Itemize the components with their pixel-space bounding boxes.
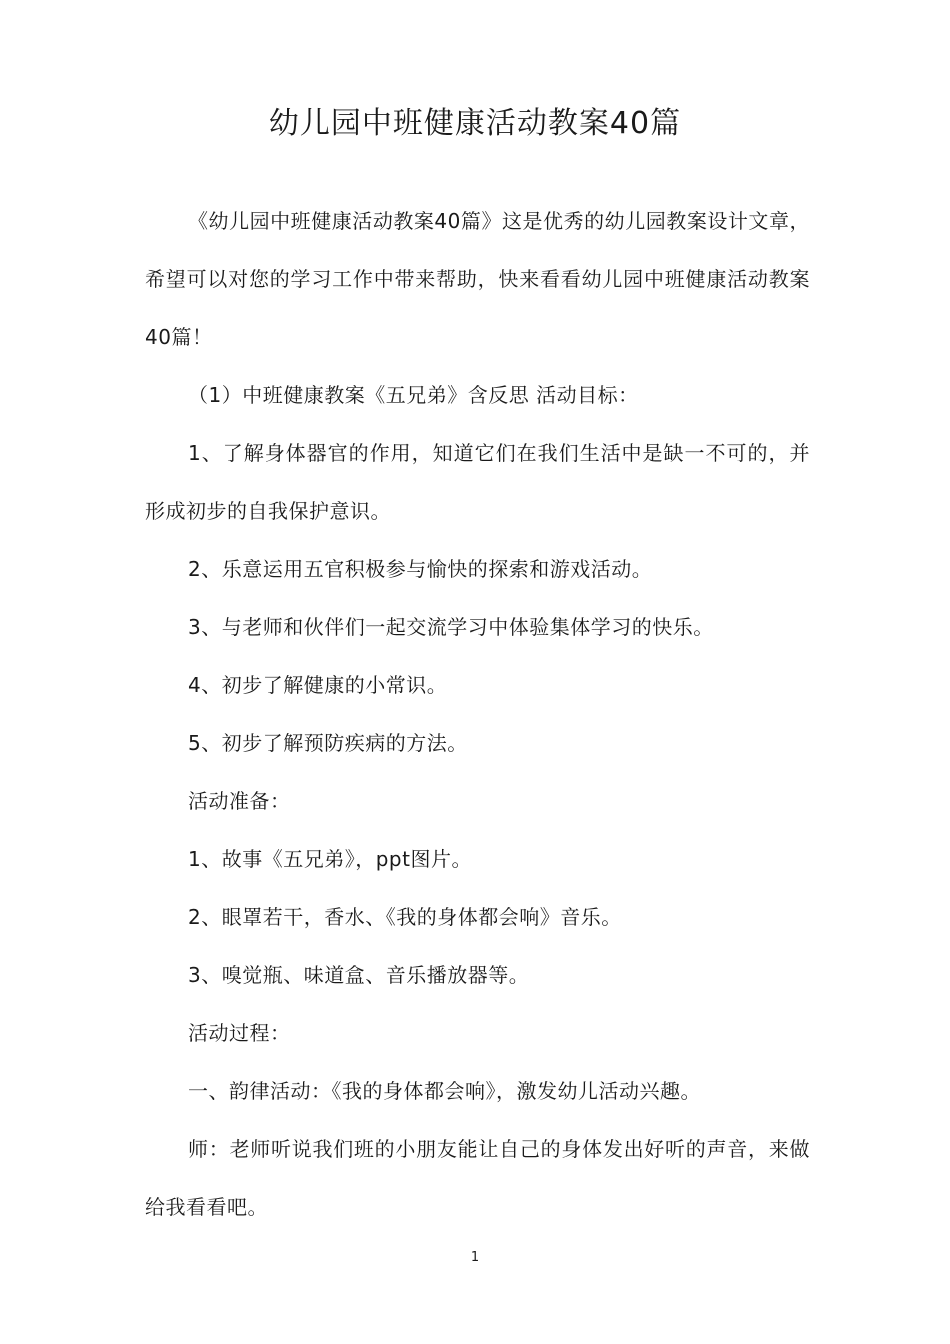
preparation-item: 1、故事《五兄弟》，ppt图片。: [188, 847, 472, 871]
process-dialogue: 师：老师听说我们班的小朋友能让自己的身体发出好听的声音，来做给我看看吧。: [145, 1137, 810, 1219]
section-heading: （1）中班健康教案《五兄弟》含反思 活动目标：: [188, 383, 639, 407]
process-step: 一、韵律活动：《我的身体都会响》，激发幼儿活动兴趣。: [188, 1079, 701, 1103]
document-title: 幼儿园中班健康活动教案40篇: [268, 106, 682, 141]
intro-paragraph: 《幼儿园中班健康活动教案40篇》这是优秀的幼儿园教案设计文章，希望可以对您的学习工作中带来帮助，快来看看幼儿园中班健康活动教案40篇！: [145, 209, 810, 349]
process-heading: 活动过程：: [188, 1021, 291, 1045]
goal-item: 3、与老师和伙伴们一起交流学习中体验集体学习的快乐。: [188, 615, 714, 639]
document-body: [145, 192, 810, 1236]
goal-item: 5、初步了解预防疾病的方法。: [188, 731, 468, 755]
preparation-heading: 活动准备：: [188, 789, 291, 813]
goal-item: 2、乐意运用五官积极参与愉快的探索和游戏活动。: [188, 557, 653, 581]
goal-item: 1、了解身体器官的作用，知道它们在我们生活中是缺一不可的，并形成初步的自我保护意识。: [145, 441, 810, 523]
goal-item: 4、初步了解健康的小常识。: [188, 673, 448, 697]
page-number: 1: [470, 1250, 480, 1265]
preparation-item: 2、眼罩若干，香水、《我的身体都会响》音乐。: [188, 905, 622, 929]
preparation-item: 3、嗅觉瓶、味道盒、音乐播放器等。: [188, 963, 530, 987]
